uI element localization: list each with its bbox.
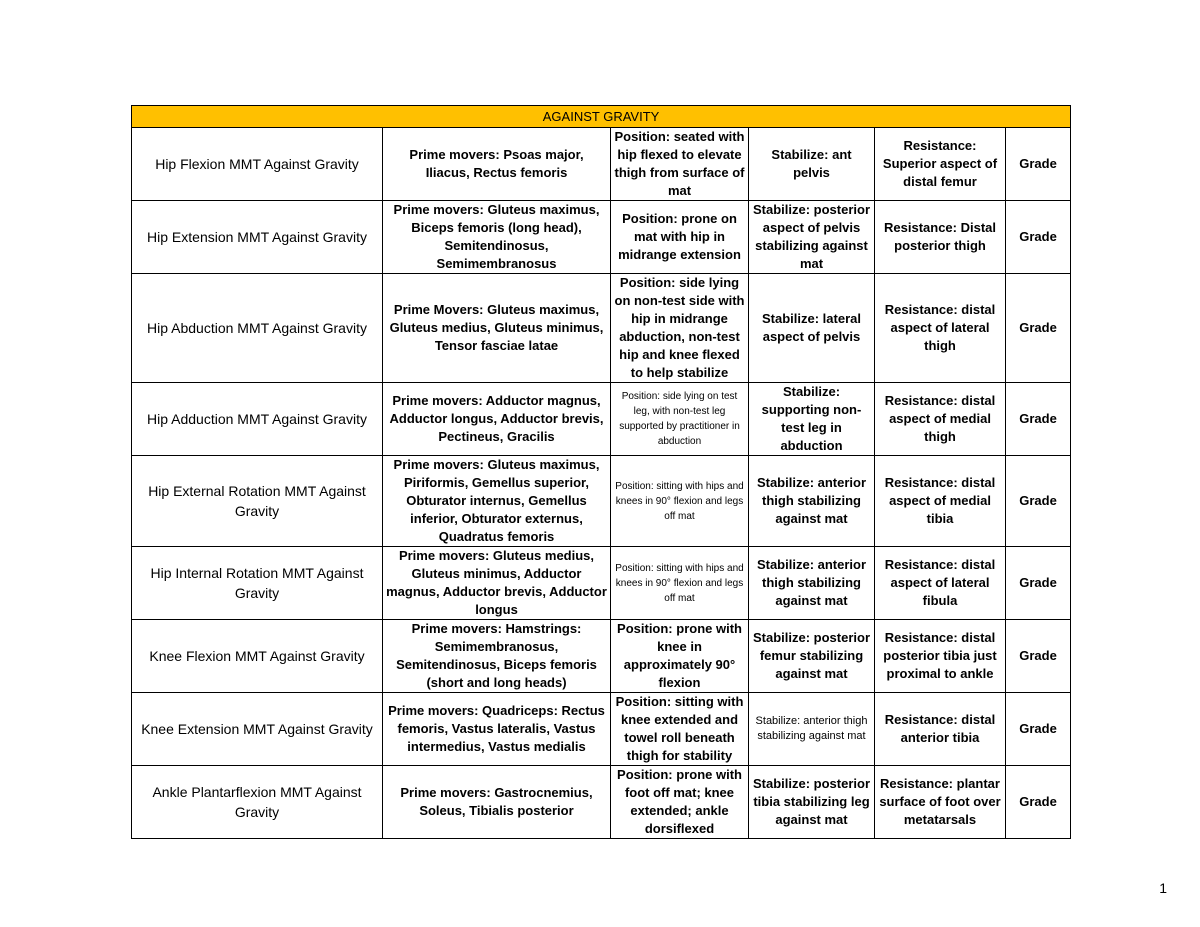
prime-movers-cell: Prime movers: Psoas major, Iliacus, Rectus femoris [383, 128, 611, 201]
test-name-cell: Knee Flexion MMT Against Gravity [132, 620, 383, 693]
page-number: 1 [1159, 880, 1167, 896]
test-name-cell: Hip Abduction MMT Against Gravity [132, 274, 383, 383]
grade-cell: Grade [1006, 547, 1071, 620]
table-row [132, 128, 1071, 201]
grade-cell: Grade [1006, 620, 1071, 693]
position-cell: Position: sitting with knee extended and towel roll beneath thigh for stability [611, 693, 749, 766]
test-name-cell: Hip Flexion MMT Against Gravity [132, 128, 383, 201]
prime-movers-cell: Prime movers: Gluteus medius, Gluteus minimus, Adductor magnus, Adductor brevis, Adductor longus [383, 547, 611, 620]
stabilize-cell: Stabilize: posterior tibia stabilizing leg against mat [749, 766, 875, 839]
table-row [132, 620, 1071, 693]
grade-cell: Grade [1006, 766, 1071, 839]
resistance-cell: Resistance: distal aspect of medial thigh [875, 383, 1006, 456]
table-row [132, 274, 1071, 383]
position-cell: Position: prone on mat with hip in midrange extension [611, 201, 749, 274]
stabilize-cell: Stabilize: ant pelvis [749, 128, 875, 201]
resistance-cell: Resistance: distal aspect of lateral thigh [875, 274, 1006, 383]
position-cell: Position: side lying on test leg, with non-test leg supported by practitioner in abduction [611, 383, 749, 456]
table-header: AGAINST GRAVITY [132, 106, 1071, 128]
prime-movers-cell: Prime movers: Gluteus maximus, Biceps femoris (long head), Semitendinosus, Semimembranosus [383, 201, 611, 274]
resistance-cell: Resistance: Distal posterior thigh [875, 201, 1006, 274]
prime-movers-cell: Prime movers: Gluteus maximus, Piriformis, Gemellus superior, Obturator internus, Gemellus inferior, Obturator externus, Quadratus femoris [383, 456, 611, 547]
resistance-cell: Resistance: distal aspect of medial tibia [875, 456, 1006, 547]
table-row [132, 693, 1071, 766]
position-cell: Position: seated with hip flexed to elevate thigh from surface of mat [611, 128, 749, 201]
stabilize-cell: Stabilize: anterior thigh stabilizing against mat [749, 693, 875, 766]
table-row [132, 383, 1071, 456]
position-cell: Position: prone with knee in approximately 90° flexion [611, 620, 749, 693]
position-cell: Position: side lying on non-test side with hip in midrange abduction, non-test hip and knee flexed to help stabilize [611, 274, 749, 383]
grade-cell: Grade [1006, 128, 1071, 201]
position-cell: Position: sitting with hips and knees in 90° flexion and legs off mat [611, 547, 749, 620]
grade-cell: Grade [1006, 201, 1071, 274]
table-header-row [132, 106, 1071, 128]
prime-movers-cell: Prime movers: Hamstrings: Semimembranosus, Semitendinosus, Biceps femoris (short and long heads) [383, 620, 611, 693]
prime-movers-cell: Prime movers: Gastrocnemius, Soleus, Tibialis posterior [383, 766, 611, 839]
mmt-table [131, 105, 1071, 839]
grade-cell: Grade [1006, 456, 1071, 547]
test-name-cell: Ankle Plantarflexion MMT Against Gravity [132, 766, 383, 839]
stabilize-cell: Stabilize: anterior thigh stabilizing against mat [749, 456, 875, 547]
grade-cell: Grade [1006, 274, 1071, 383]
table-row [132, 766, 1071, 839]
test-name-cell: Hip Extension MMT Against Gravity [132, 201, 383, 274]
stabilize-cell: Stabilize: anterior thigh stabilizing against mat [749, 547, 875, 620]
test-name-cell: Hip Adduction MMT Against Gravity [132, 383, 383, 456]
position-cell: Position: sitting with hips and knees in 90° flexion and legs off mat [611, 456, 749, 547]
grade-cell: Grade [1006, 693, 1071, 766]
prime-movers-cell: Prime movers: Adductor magnus, Adductor longus, Adductor brevis, Pectineus, Gracilis [383, 383, 611, 456]
table-row [132, 456, 1071, 547]
prime-movers-cell: Prime movers: Quadriceps: Rectus femoris, Vastus lateralis, Vastus intermedius, Vastus medialis [383, 693, 611, 766]
resistance-cell: Resistance: distal anterior tibia [875, 693, 1006, 766]
resistance-cell: Resistance: distal posterior tibia just proximal to ankle [875, 620, 1006, 693]
position-cell: Position: prone with foot off mat; knee extended; ankle dorsiflexed [611, 766, 749, 839]
table-row [132, 547, 1071, 620]
prime-movers-cell: Prime Movers: Gluteus maximus, Gluteus medius, Gluteus minimus, Tensor fasciae latae [383, 274, 611, 383]
resistance-cell: Resistance: Superior aspect of distal femur [875, 128, 1006, 201]
resistance-cell: Resistance: distal aspect of lateral fibula [875, 547, 1006, 620]
stabilize-cell: Stabilize: supporting non-test leg in abduction [749, 383, 875, 456]
test-name-cell: Hip Internal Rotation MMT Against Gravity [132, 547, 383, 620]
grade-cell: Grade [1006, 383, 1071, 456]
resistance-cell: Resistance: plantar surface of foot over metatarsals [875, 766, 1006, 839]
stabilize-cell: Stabilize: posterior aspect of pelvis stabilizing against mat [749, 201, 875, 274]
test-name-cell: Knee Extension MMT Against Gravity [132, 693, 383, 766]
test-name-cell: Hip External Rotation MMT Against Gravity [132, 456, 383, 547]
stabilize-cell: Stabilize: lateral aspect of pelvis [749, 274, 875, 383]
table-row [132, 201, 1071, 274]
stabilize-cell: Stabilize: posterior femur stabilizing against mat [749, 620, 875, 693]
